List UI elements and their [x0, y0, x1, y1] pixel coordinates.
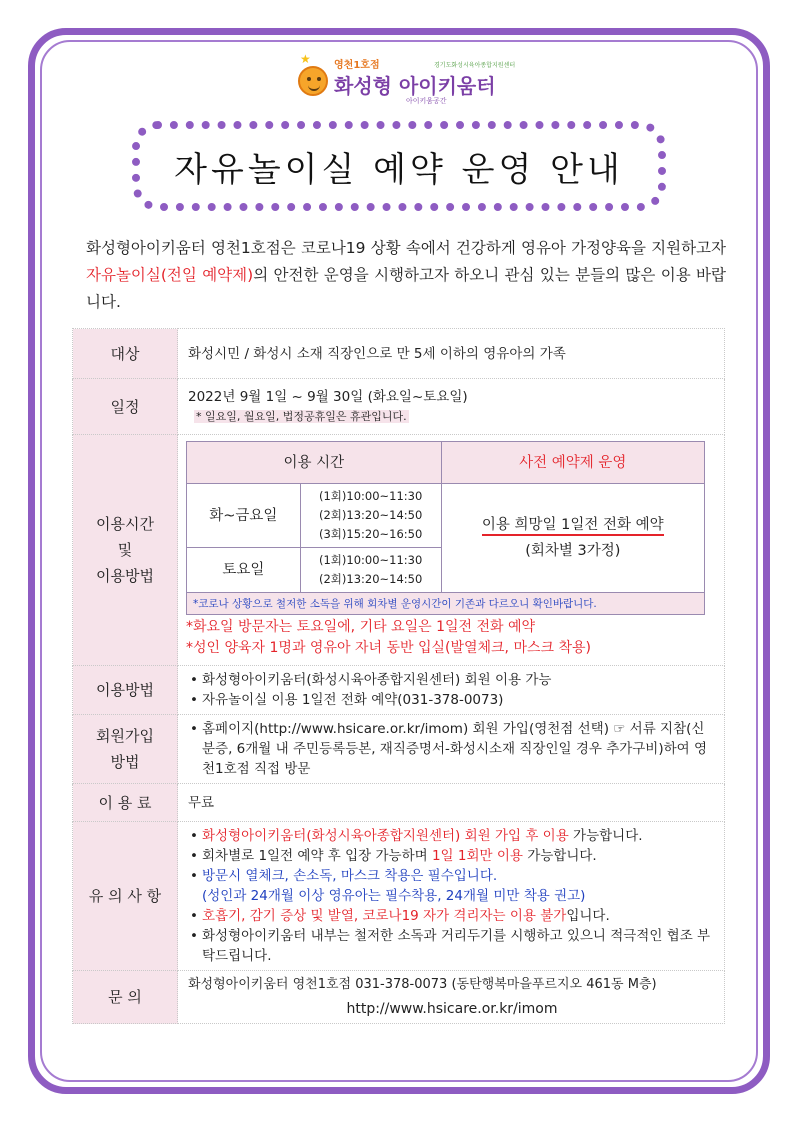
intro-text-2: 의 안전한 운영을 시행하고자 하오니 관심 있는 분들의 많은 이용 바랍니다.	[86, 266, 726, 311]
row-method	[73, 666, 725, 715]
row-contact	[73, 971, 725, 1024]
weekday-slots: (1회)10:00~11:30 (2회)13:20~14:50 (3회)15:20~16:50	[300, 484, 441, 548]
schedule-cell	[178, 379, 725, 435]
header-usage-time: 이용 시간	[187, 442, 442, 484]
list-item: • 회차별로 1일전 예약 후 입장 가능하며 1일 1회만 이용 가능합니다.	[188, 846, 716, 866]
schedule-text: 2022년 9월 1일 ~ 9월 30일 (화요일~토요일)	[188, 388, 468, 405]
list-item: • 화성형아이키움터(화성시육아종합지원센터) 회원 이용 가능	[188, 670, 716, 690]
label-membership: 회원가입 방법	[73, 715, 178, 784]
red-note-2: *성인 양육자 1명과 영유아 자녀 동반 입실(발열체크, 마스크 착용)	[186, 640, 591, 656]
row-usage-time	[73, 435, 725, 666]
reservation-cell	[441, 484, 704, 593]
row-notes	[73, 822, 725, 971]
weekday-label: 화~금요일	[187, 484, 301, 548]
intro-text-1: 화성형아이키움터 영천1호점은 코로나19 상황 속에서 건강하게 영유아 가정양육을 지원하고자	[86, 239, 726, 257]
label-schedule: 일정	[73, 379, 178, 435]
list-item: • 방문시 열체크, 손소독, 마스크 착용은 필수입니다. (성인과 24개월 이상 영유아는 필수착용, 24개월 미만 착용 권고)	[188, 866, 716, 906]
row-target	[73, 329, 725, 379]
label-fee: 이 용 료	[73, 784, 178, 822]
title-box	[132, 121, 666, 211]
contact-cell	[178, 971, 725, 1024]
reservation-main: 이용 희망일 1일전 전화 예약	[482, 517, 664, 536]
header-reservation: 사전 예약제 운영	[441, 442, 704, 484]
logo	[298, 52, 528, 110]
inner-table-note: *코로나 상황으로 철저한 소독을 위해 회차별 운영시간이 기존과 다르오니 확인바랍니다.	[187, 593, 705, 615]
label-target: 대상	[73, 329, 178, 379]
method-cell	[178, 666, 725, 715]
label-contact: 문 의	[73, 971, 178, 1024]
saturday-label: 토요일	[187, 548, 301, 593]
list-item: • 화성형아이키움터(화성시육아종합지원센터) 회원 가입 후 이용 가능합니다.	[188, 826, 716, 846]
target-text: 화성시민 / 화성시 소재 직장인으로 만 5세 이하의 영유아의 가족	[178, 329, 725, 379]
notes-cell	[178, 822, 725, 971]
list-item: • 화성형아이키움터 내부는 철저한 소독과 거리두기를 시행하고 있으니 적극적인 협조 부탁드립니다.	[188, 926, 716, 966]
list-item: • 호흡기, 감기 증상 및 발열, 코로나19 자가 격리자는 이용 불가입니다.	[188, 906, 716, 926]
fee-text: 무료	[178, 784, 725, 822]
red-note-1: *화요일 방문자는 토요일에, 기타 요일은 1일전 전화 예약	[186, 619, 536, 635]
logo-sub: 아이키움공간	[406, 97, 447, 105]
row-fee	[73, 784, 725, 822]
saturday-slots: (1회)10:00~11:30 (2회)13:20~14:50	[300, 548, 441, 593]
row-membership	[73, 715, 725, 784]
label-method: 이용방법	[73, 666, 178, 715]
info-table	[72, 328, 725, 1024]
contact-text: 화성형아이키움터 영천1호점 031-378-0073 (동탄행복마을푸르지오 461동 M층)	[188, 977, 657, 992]
schedule-note: * 일요일, 월요일, 법정공휴일은 휴관입니다.	[196, 409, 407, 423]
star-icon: ★	[300, 52, 311, 66]
smiley-face-icon	[298, 66, 328, 96]
usage-time-cell	[178, 435, 725, 666]
row-schedule	[73, 379, 725, 435]
logo-name: 화성형 아이키움터	[334, 74, 496, 98]
list-item: • 자유놀이실 이용 1일전 전화 예약(031-378-0073)	[188, 690, 716, 710]
reservation-sub: (회차별 3가정)	[525, 543, 621, 559]
intro-highlight: 자유놀이실(전일 예약제)	[86, 266, 254, 284]
label-notes: 유 의 사 항	[73, 822, 178, 971]
label-usage-time: 이용시간 및 이용방법	[73, 435, 178, 666]
intro-paragraph	[86, 235, 726, 316]
usage-time-table	[186, 441, 705, 615]
membership-cell	[178, 715, 725, 784]
contact-url[interactable]: http://www.hsicare.or.kr/imom	[346, 1001, 558, 1017]
page-title: 자유놀이실 예약 운영 안내	[174, 149, 624, 190]
logo-org: 경기도화성시육아종합지원센터	[434, 62, 516, 69]
logo-branch: 영천1호점	[334, 60, 380, 71]
membership-text: • 홈페이지(http://www.hsicare.or.kr/imom) 회원 가입(영천점 선택) ☞ 서류 지참(신분증, 6개월 내 주민등록등본, 재직증명서-화성시소재 직장인일 경우 추가구비)하여 영천1호점 직접 방문	[188, 719, 716, 779]
